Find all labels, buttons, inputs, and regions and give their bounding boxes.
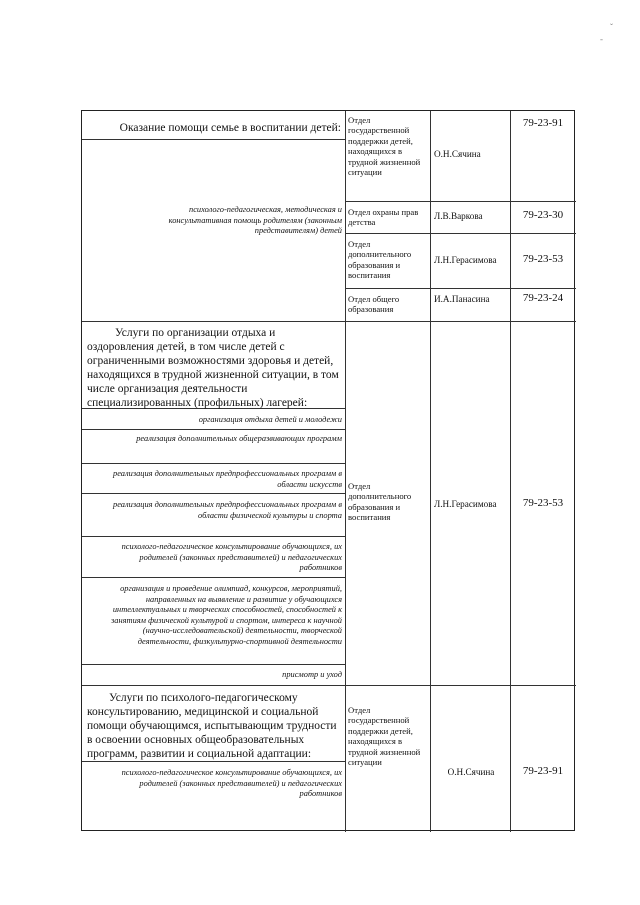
service-item: присмотр и уход [282,670,342,679]
service-item: психолого-педагогическое консультирование обучающихся, их родителей (законных представителей) и педагогических работников [121,768,342,798]
services-table [81,110,575,831]
service-item: психолого-педагогическая, методическая и консультативная помощь родителям (законным представителям) детей [168,205,342,235]
responsible-person: О.Н.Сячина [434,149,481,159]
service-item: реализация дополнительных предпрофессиональных программ в области физической культуры и спорта [113,500,342,520]
service-item: реализация дополнительных общеразвивающих программ [136,434,342,443]
service-item: организация отдыха детей и молодежи [198,415,342,424]
scan-mark: ˇ [610,22,613,32]
department-cell: Отдел государственной поддержки детей, находящихся в трудной жизненной ситуации [348,705,421,768]
responsible-person: О.Н.Сячина [447,767,495,777]
phone-number: 79-23-91 [522,117,564,129]
responsible-person: Л.Н.Герасимова [434,255,497,265]
service-item: реализация дополнительных предпрофессиональных программ в области искусств [113,469,342,489]
phone-number: 79-23-91 [522,765,564,777]
phone-number: 79-23-53 [522,253,564,265]
responsible-person: И.А.Панасина [434,294,490,304]
responsible-person: Л.В.Варкова [434,211,483,221]
scan-mark: - [600,34,603,44]
phone-number: 79-23-30 [522,209,564,221]
service-item: организация и проведение олимпиад, конкурсов, мероприятий, направленных на выявление и развитие у обучающихся интеллектуальных и творческих способностей, способностей к занятиям физической культурой и спортом, интереса к научной (научно-исследовательской) деятельности, творческой деятельности, физкультурно-спортивной деятельности [111,584,342,646]
department-cell: Отдел охраны прав детства [348,207,419,228]
section-title: Оказание помощи семье в воспитании детей: [119,122,341,134]
phone-number: 79-23-53 [522,497,564,509]
department-cell: Отдел государственной поддержки детей, находящихся в трудной жизненной ситуации [348,115,421,178]
section-title: Услуги по психолого-педагогическому консультированию, медицинской и социальной помощи обучающимся, испытывающим трудности в освоении основных общеобразовательных программ, развитии и социальной адаптации: [87,692,337,760]
responsible-person: Л.Н.Герасимова [434,499,497,509]
department-cell: Отдел дополнительного образования и воспитания [348,239,412,281]
department-cell: Отдел общего образования [348,294,400,315]
department-cell: Отдел дополнительного образования и воспитания [348,481,412,523]
service-item: психолого-педагогическое консультирование обучающихся, их родителей (законных представителей) и педагогических работников [121,542,342,572]
phone-number: 79-23-24 [522,292,564,304]
section-title: Услуги по организации отдыха и оздоровления детей, в том числе детей с ограниченными возможностями здоровья и детей, находящихся в трудной жизненной ситуации, в том числе организация деятельности специализированных (профильных) лагерей: [87,327,339,409]
